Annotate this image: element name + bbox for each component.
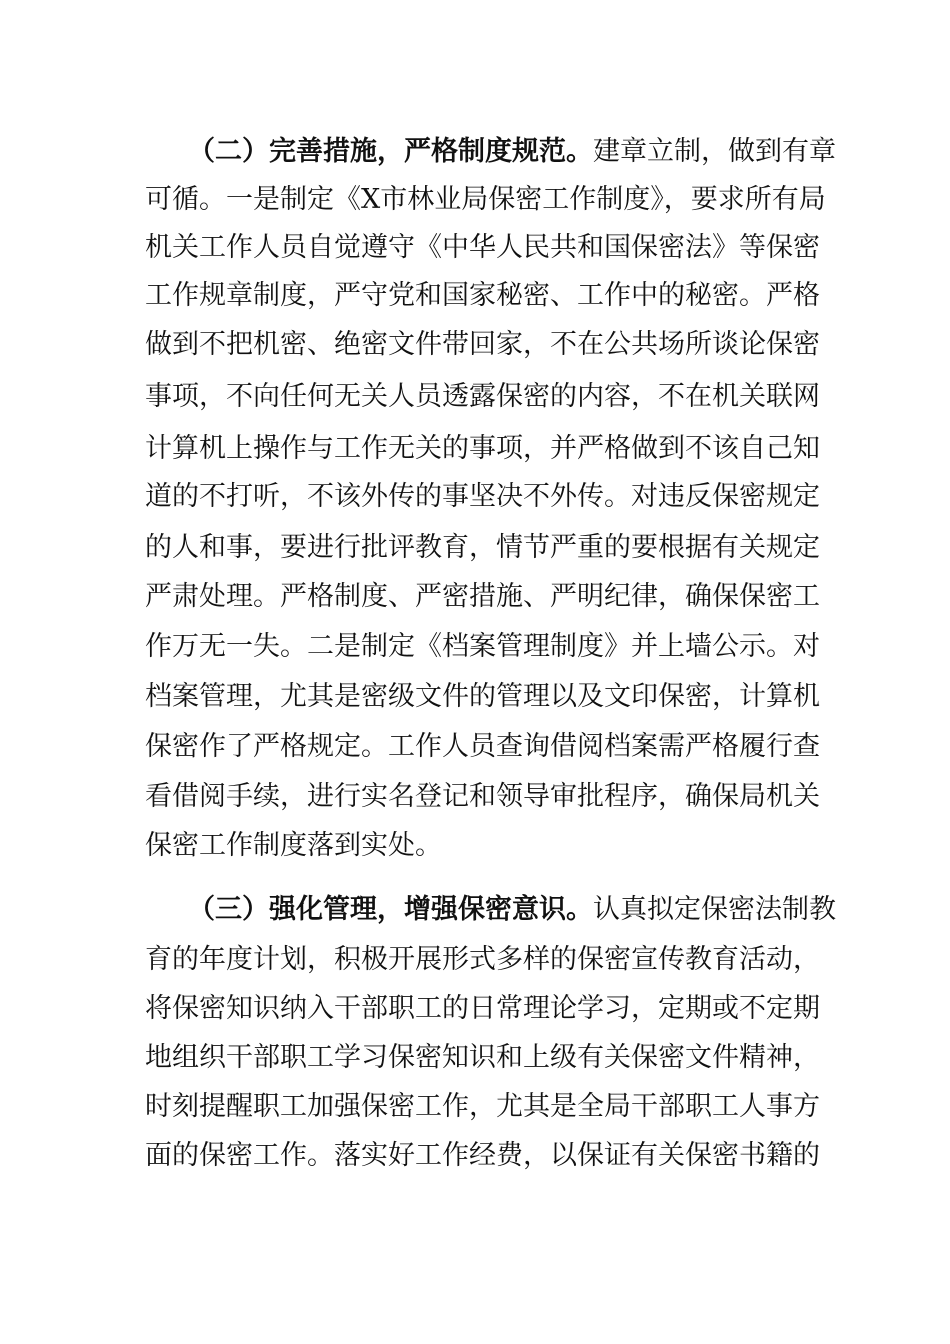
paragraph-2-first-line [188, 886, 836, 934]
text-line: 道的不打听，不该外传的事坚决不外传。对违反保密规定 [145, 481, 820, 512]
text-line: 面的保密工作。落实好工作经费，以保证有关保密书籍的 [145, 1140, 820, 1171]
paragraph-1-first-line [188, 128, 836, 176]
text-line: 育的年度计划，积极开展形式多样的保密宣传教育活动， [145, 944, 820, 975]
text-line: 事项，不向任何无关人员透露保密的内容，不在机关联网 [145, 381, 820, 412]
text-line: 时刻提醒职工加强保密工作，尤其是全局干部职工人事方 [145, 1091, 820, 1122]
text-line: 地组织干部职工学习保密知识和上级有关保密文件精神， [145, 1042, 820, 1073]
text-line: 可循。一是制定《X市林业局保密工作制度》，要求所有局 [145, 184, 826, 215]
text-line: 将保密知识纳入干部职工的日常理论学习，定期或不定期 [145, 993, 820, 1024]
paragraph-2-heading: （三）强化管理，增强保密意识。 [188, 894, 593, 925]
text-line: 保密工作制度落到实处。 [145, 830, 442, 861]
text-line: 严肃处理。严格制度、严密措施、严明纪律，确保保密工 [145, 581, 820, 612]
text-line: 机关工作人员自觉遵守《中华人民共和国保密法》等保密 [145, 232, 820, 263]
paragraph-1-first-text: 建章立制，做到有章 [593, 136, 836, 167]
text-line: 工作规章制度，严守党和国家秘密、工作中的秘密。严格 [145, 280, 820, 311]
text-line: 看借阅手续，进行实名登记和领导审批程序，确保局机关 [145, 781, 820, 812]
text-line: 计算机上操作与工作无关的事项，并严格做到不该自己知 [145, 433, 820, 464]
text-line: 档案管理，尤其是密级文件的管理以及文印保密，计算机 [145, 681, 820, 712]
text-line: 保密作了严格规定。工作人员查询借阅档案需严格履行查 [145, 731, 820, 762]
text-line: 的人和事，要进行批评教育，情节严重的要根据有关规定 [145, 532, 820, 563]
text-line: 作万无一失。二是制定《档案管理制度》并上墙公示。对 [145, 631, 820, 662]
paragraph-1-heading: （二）完善措施，严格制度规范。 [188, 136, 593, 167]
text-line: 做到不把机密、绝密文件带回家，不在公共场所谈论保密 [145, 329, 820, 360]
paragraph-2-first-text: 认真拟定保密法制教 [593, 894, 836, 925]
